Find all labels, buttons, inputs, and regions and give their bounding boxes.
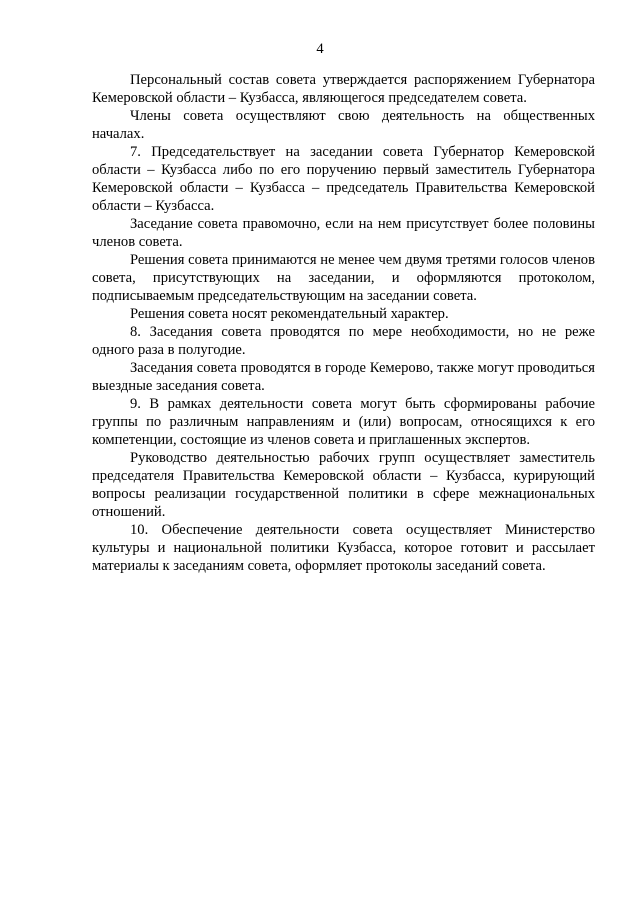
paragraph-8-meeting-frequency: 8. Заседания совета проводятся по мере необходимости, но не реже одного раза в полугодие. (92, 324, 595, 358)
paragraph-decisions-advisory: Решения совета носят рекомендательный характер. (130, 306, 449, 322)
paragraph-meeting-location: Заседания совета проводятся в городе Кемерово, также могут проводиться выездные заседания совета. (92, 360, 595, 394)
paragraph-quorum: Заседание совета правомочно, если на нем присутствует более половины членов совета. (92, 216, 595, 250)
page-number: 4 (316, 41, 324, 57)
paragraph-10-support: 10. Обеспечение деятельности совета осуществляет Министерство культуры и национальной политики Кузбасса, которое готовит и рассылает материалы к заседаниям совета, оформляет протоколы заседаний совета. (92, 522, 595, 574)
paragraph-decisions-adoption: Решения совета принимаются не менее чем двумя третями голосов членов совета, присутствующих на заседании, и оформляются протоколом, подписываемым председательствующим на заседании совета. (92, 252, 595, 304)
paragraph-members-public-basis: Члены совета осуществляют свою деятельность на общественных началах. (92, 108, 595, 142)
paragraph-council-composition: Персональный состав совета утверждается распоряжением Губернатора Кемеровской области – Кузбасса, являющегося председателем совета. (92, 72, 595, 106)
document-body (92, 71, 595, 575)
paragraph-9-working-groups: 9. В рамках деятельности совета могут быть сформированы рабочие группы по различным направлениям и (или) вопросам, относящихся к его компетенции, состоящие из членов совета и приглашенных экспертов. (92, 396, 595, 448)
paragraph-7-chairing: 7. Председательствует на заседании совета Губернатор Кемеровской области – Кузбасса либо по его поручению первый заместитель Губернатора Кемеровской области – Кузбасса – председатель Правительства Кемеровской области – Кузбасса. (92, 144, 595, 214)
paragraph-working-groups-management: Руководство деятельностью рабочих групп осуществляет заместитель председателя Правительства Кемеровской области – Кузбасса, курирующий вопросы реализации государственной политики в сфере межнациональных отношений. (92, 450, 595, 520)
